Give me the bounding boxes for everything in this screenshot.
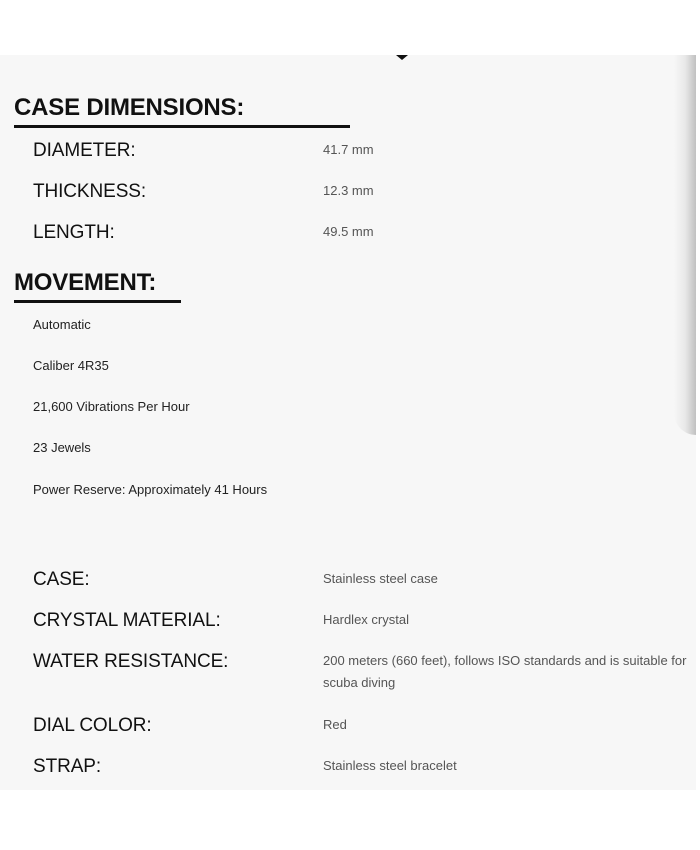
length-label: LENGTH: — [33, 222, 115, 243]
water-resistance-value: 200 meters (660 feet), follows ISO standards and is suitable for scuba diving — [323, 653, 687, 690]
movement-item: Automatic — [33, 317, 91, 332]
case-dimensions-title: CASE DIMENSIONS: — [14, 94, 245, 121]
case-value: Stainless steel case — [323, 571, 438, 586]
movement-item: Caliber 4R35 — [33, 358, 109, 373]
thickness-value: 12.3 mm — [323, 183, 374, 198]
dial-color-value: Red — [323, 717, 347, 732]
strap-value: Stainless steel bracelet — [323, 758, 457, 773]
movement-item: 23 Jewels — [33, 440, 91, 455]
dial-color-label: DIAL COLOR: — [33, 715, 152, 736]
panel-edge-shadow — [674, 55, 696, 435]
diameter-value: 41.7 mm — [323, 142, 374, 157]
case-label: CASE: — [33, 569, 90, 590]
strap-label: STRAP: — [33, 756, 102, 777]
movement-underline — [14, 300, 181, 303]
thickness-label: THICKNESS: — [33, 181, 147, 202]
movement-item: Power Reserve: Approximately 41 Hours — [33, 482, 268, 497]
crystal-material-value: Hardlex crystal — [323, 612, 409, 627]
movement-item: 21,600 Vibrations Per Hour — [33, 399, 190, 414]
movement-title: MOVEMENT: — [14, 269, 157, 296]
caret-down-icon[interactable] — [396, 55, 408, 60]
case-dimensions-underline — [14, 125, 350, 128]
diameter-label: DIAMETER: — [33, 140, 136, 161]
length-value: 49.5 mm — [323, 224, 374, 239]
crystal-material-label: CRYSTAL MATERIAL: — [33, 610, 221, 631]
water-resistance-label: WATER RESISTANCE: — [33, 651, 229, 672]
